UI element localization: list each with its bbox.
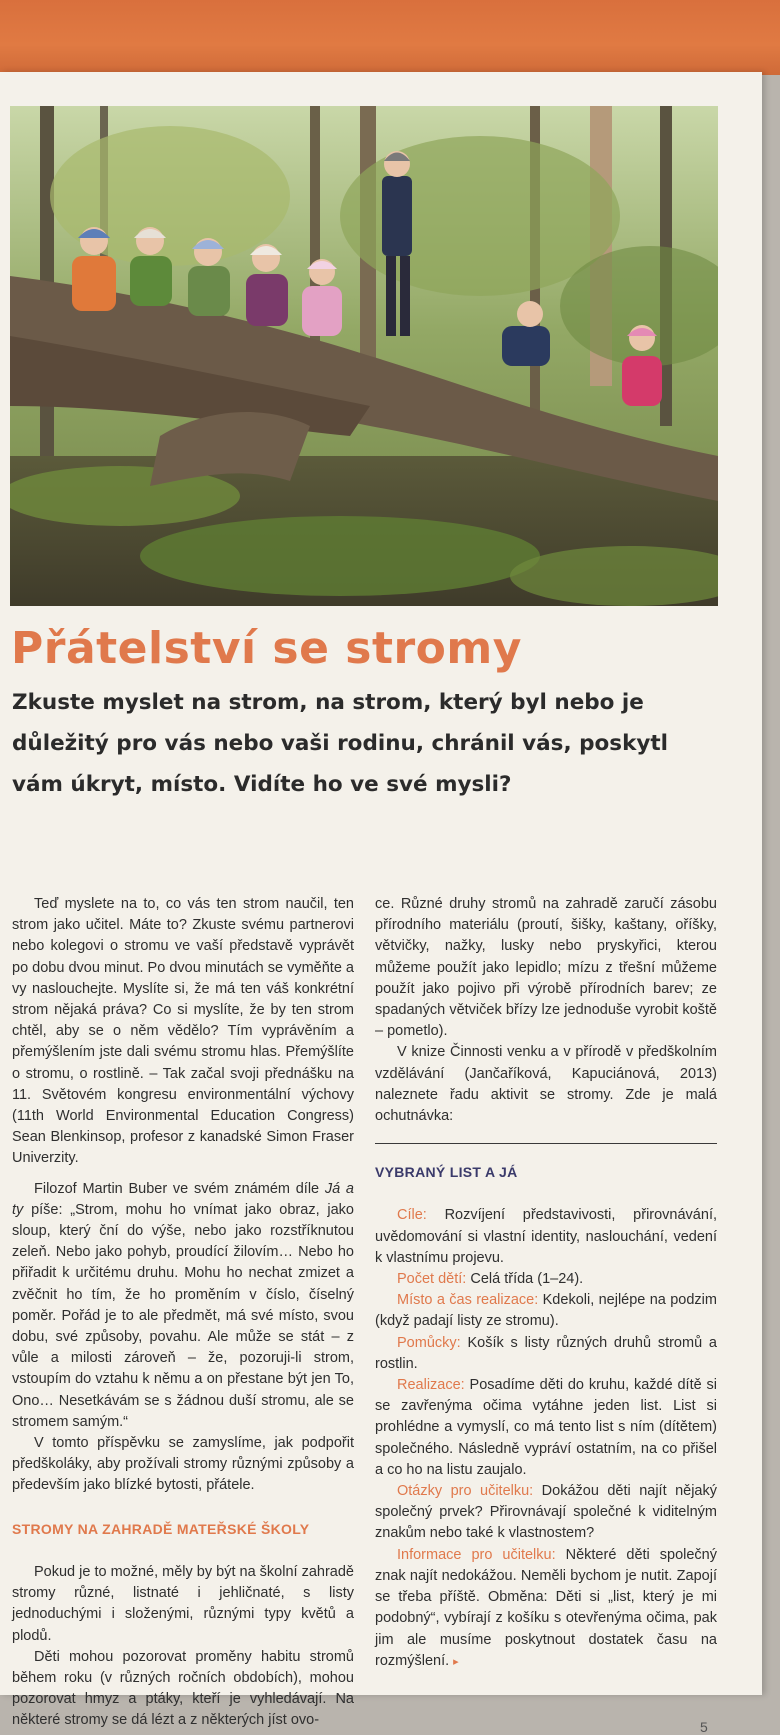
field-label: Cíle: bbox=[397, 1207, 427, 1224]
divider bbox=[375, 1143, 717, 1144]
paragraph-buber bbox=[12, 1179, 354, 1433]
field-label: Pomůcky: bbox=[397, 1334, 461, 1351]
paragraph: Teď myslete na to, co vás ten strom naučil, ten strom jako učitel. Máte to? Zkuste svému partnerovi nebo kolegovi o stromu ve vaší představě vyprávět po dobu dvou minut. Po dvou minutách se vyměňte a vy naslouchejte. Myslíte si, že má ten váš konkrétní strom nějaká práva? Co si myslíte, že by ten strom chtěl, aby se o něm vědělo? Tím vyprávěním a přemýšlením jste dali svému stromu hlas. Přemýšlíte o stromu, o rostlině. – Tak začal svoji přednášku na 11. Světovém kongresu environmentální výchovy (11th World Environmental Education Congress) Sean Blenkinsop, profesor z kanadské Simon Fraser Univerzity. bbox=[12, 896, 354, 1167]
paragraph: ce. Různé druhy stromů na zahradě zaručí zásobu přírodního materiálu (proutí, šišky, kaštany, oříšky, větvičky, nažky, lusky nebo pryskyřici, kterou můžeme použít jako lepidlo; mízu z třešní můžeme použít jako pojivo při výrobě přírodních barev; ze spadaných větviček břízy lze jednoduše vyrobit koště – pometlo). bbox=[375, 896, 717, 1040]
section-heading: STROMY NA ZAHRADĚ MATEŘSKÉ ŠKOLY bbox=[12, 1520, 310, 1537]
paragraph: Pokud je to možné, měly by být na školní zahradě stromy různé, listnaté i jehličnaté, s listy jednoduchými i složenými, různými typy květů a plodů. bbox=[12, 1563, 354, 1644]
paragraph: V knize Činnosti venku a v přírodě v předškolním vzdělávání (Jančaříková, Kapuciánová, 2013) naleznete řadu aktivit se stromy. Zde je malá ochutnávka: bbox=[375, 1044, 717, 1125]
paragraph: V tomto příspěvku se zamyslíme, jak podpořit předškoláky, aby prožívali stromy různými způsoby a především jako blízké bytosti, přátele. bbox=[12, 1435, 354, 1494]
page-number: 5 bbox=[700, 1719, 708, 1735]
field-label: Realizace: bbox=[397, 1377, 465, 1394]
field-label: Místo a čas realizace: bbox=[397, 1292, 539, 1309]
article-title: Přátelství se stromy bbox=[11, 623, 522, 674]
article-photo bbox=[10, 106, 718, 606]
field-text: Celá třída (1–24). bbox=[466, 1271, 584, 1288]
paragraph-text: Filozof Martin Buber ve svém známém díle bbox=[34, 1180, 325, 1197]
page-top-band bbox=[0, 0, 780, 75]
field-goals bbox=[375, 1205, 717, 1269]
field-text: Kdekoli, nejlépe na podzim (když padají listy ze stromu). bbox=[375, 1292, 717, 1330]
field-text: Rozvíjení představivosti, přirovnávání, uvědomování si vlastní identity, naslouchání, vedení k vlastnímu projevu. bbox=[375, 1207, 717, 1266]
field-place-time bbox=[375, 1290, 717, 1332]
field-text: Některé děti společný znak najít nedokážou. Neměli bychom je nutit. Zapojí se třeba příště. Obměna: Děti si „list, který je mi podobný“, vybírají z košíku s otevřenýma očima, pak jim ale musíme poskytnout dostatek času na rozmýšlení. bbox=[375, 1546, 717, 1669]
field-text: Košík s listy různých druhů stromů a rostlin. bbox=[375, 1334, 717, 1372]
activity-fields bbox=[375, 1205, 717, 1672]
right-column bbox=[375, 894, 717, 1673]
paragraph-text: píše: „Strom, mohu ho vnímat jako obraz, jako sloup, který ční do výše, nebo jako rozstříknutou zeleň. Nebo jako pohyb, proudící žilovím… Nebo ho přiřadit k určitému druhu. Mohu ho nechat zmizet a zvěčnit ho tím, že ho proměním v číslo, číselný poměr. Pořád je to ale předmět, má své místo, svou dobu, své způsoby, povahu. Ale může se stát – z vůle a milosti zároveň – že, pozoruji-li strom, vstoupím do vztahu k němu a on přestane být jen To, Ono… Nesetkávám se s žádnou duší stromu, ale se stromem samým.“ bbox=[12, 1201, 354, 1430]
field-teacher-info bbox=[375, 1545, 717, 1673]
field-text: Dokážou děti najít nějaký společný prvek? Přirovnávají společné k viditelným znakům nebo také k vlastnostem? bbox=[375, 1483, 717, 1542]
continue-arrow-icon: ▸ bbox=[453, 1655, 459, 1668]
article-lead: Zkuste myslet na strom, na strom, který byl nebo je důležitý pro vás nebo vaši rodinu, chránil vás, poskytl vám úkryt, místo. Vidíte ho ve své mysli? bbox=[12, 690, 669, 797]
field-text: Posadíme děti do kruhu, každé dítě si se zavřenýma očima vytáhne jeden list. List si prohlédne a vymyslí, co má tento list s ním (dítětem) společného. Následně vypráví ostatním, na co přišel a co ho na listu zaujalo. bbox=[375, 1377, 717, 1478]
book-title: Já a ty bbox=[12, 1180, 354, 1218]
field-materials bbox=[375, 1333, 717, 1375]
children-on-fallen-tree-photo bbox=[10, 106, 718, 606]
field-label: Informace pro učitelku: bbox=[397, 1546, 556, 1563]
field-label: Otázky pro učitelku: bbox=[397, 1483, 534, 1500]
activity-heading: VYBRANÝ LIST A JÁ bbox=[375, 1164, 518, 1181]
magazine-page bbox=[0, 72, 762, 1735]
field-child-count bbox=[375, 1269, 717, 1290]
field-questions bbox=[375, 1481, 717, 1545]
field-realization bbox=[375, 1375, 717, 1481]
paragraph: Děti mohou pozorovat proměny habitu stromů během roku (v různých ročních obdobích), mohou pozorovat hmyz a ptáky, kteří je vyhledávají. Na některé stromy se dá lézt a z některých jíst ovo- bbox=[12, 1648, 354, 1729]
field-label: Počet dětí: bbox=[397, 1271, 467, 1288]
left-column bbox=[12, 894, 354, 1732]
